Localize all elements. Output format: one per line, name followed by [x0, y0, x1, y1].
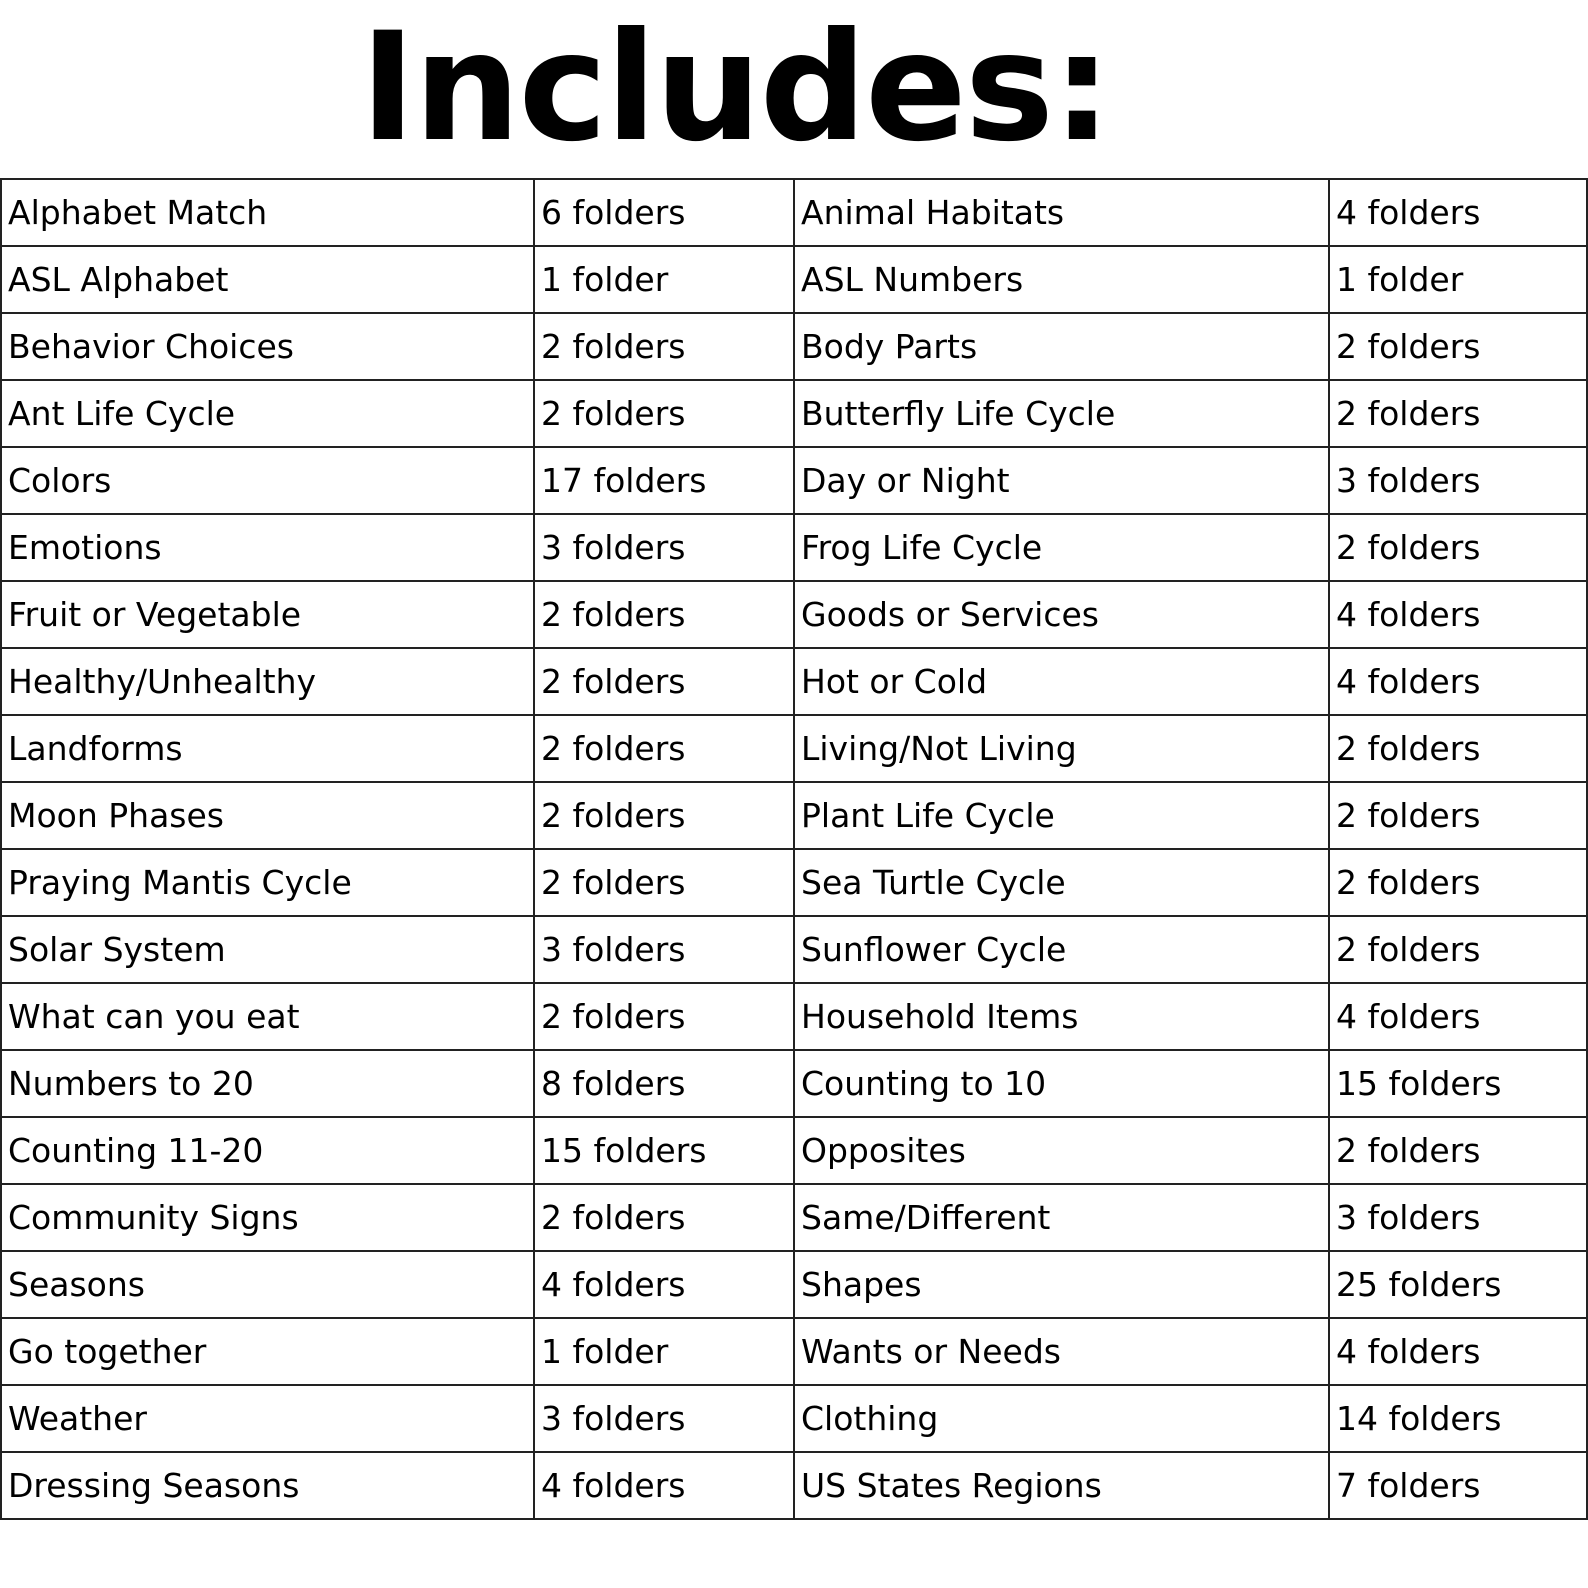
- table-row: [1, 1251, 1587, 1318]
- activity-name-cell: Sea Turtle Cycle: [794, 849, 1329, 916]
- activity-name-cell: Ant Life Cycle: [1, 380, 534, 447]
- folder-count-cell: 2 folders: [1329, 715, 1587, 782]
- table-row: [1, 1318, 1587, 1385]
- table-row: [1, 1117, 1587, 1184]
- activity-name-cell: Counting to 10: [794, 1050, 1329, 1117]
- activity-name-cell: Seasons: [1, 1251, 534, 1318]
- activity-name-cell: What can you eat: [1, 983, 534, 1050]
- activity-name-cell: Wants or Needs: [794, 1318, 1329, 1385]
- activity-name-cell: Hot or Cold: [794, 648, 1329, 715]
- activity-name-cell: Opposites: [794, 1117, 1329, 1184]
- activity-name-cell: Community Signs: [1, 1184, 534, 1251]
- table-row: [1, 1452, 1587, 1519]
- table-row: [1, 1184, 1587, 1251]
- folder-count-cell: 1 folder: [534, 246, 794, 313]
- folder-count-cell: 4 folders: [1329, 983, 1587, 1050]
- folder-count-cell: 2 folders: [1329, 380, 1587, 447]
- folder-count-cell: 1 folder: [1329, 246, 1587, 313]
- table-row: [1, 849, 1587, 916]
- table-row: [1, 380, 1587, 447]
- folder-count-cell: 4 folders: [1329, 648, 1587, 715]
- activity-name-cell: Clothing: [794, 1385, 1329, 1452]
- activity-name-cell: Go together: [1, 1318, 534, 1385]
- activity-name-cell: Animal Habitats: [794, 179, 1329, 246]
- table-row: [1, 447, 1587, 514]
- activity-name-cell: Shapes: [794, 1251, 1329, 1318]
- activity-name-cell: Body Parts: [794, 313, 1329, 380]
- table-row: [1, 715, 1587, 782]
- activity-name-cell: Butterfly Life Cycle: [794, 380, 1329, 447]
- folder-count-cell: 2 folders: [534, 1184, 794, 1251]
- folder-count-cell: 2 folders: [534, 715, 794, 782]
- activity-name-cell: Emotions: [1, 514, 534, 581]
- folder-count-cell: 2 folders: [534, 983, 794, 1050]
- table-row: [1, 246, 1587, 313]
- folder-count-cell: 6 folders: [534, 179, 794, 246]
- folder-count-cell: 4 folders: [534, 1251, 794, 1318]
- folder-count-cell: 14 folders: [1329, 1385, 1587, 1452]
- activity-name-cell: Counting 11-20: [1, 1117, 534, 1184]
- folder-count-cell: 4 folders: [1329, 179, 1587, 246]
- folder-count-cell: 2 folders: [534, 648, 794, 715]
- table-row: [1, 313, 1587, 380]
- activity-name-cell: Day or Night: [794, 447, 1329, 514]
- activity-name-cell: Fruit or Vegetable: [1, 581, 534, 648]
- activity-name-cell: Behavior Choices: [1, 313, 534, 380]
- table-row: [1, 983, 1587, 1050]
- activity-name-cell: Sunflower Cycle: [794, 916, 1329, 983]
- activity-name-cell: ASL Alphabet: [1, 246, 534, 313]
- folder-count-cell: 2 folders: [1329, 514, 1587, 581]
- folder-count-cell: 2 folders: [1329, 916, 1587, 983]
- table-row: [1, 916, 1587, 983]
- activity-name-cell: US States Regions: [794, 1452, 1329, 1519]
- table-row: [1, 782, 1587, 849]
- activity-name-cell: Moon Phases: [1, 782, 534, 849]
- folder-count-cell: 2 folders: [534, 380, 794, 447]
- folder-count-cell: 25 folders: [1329, 1251, 1587, 1318]
- folder-count-cell: 4 folders: [534, 1452, 794, 1519]
- folder-count-cell: 15 folders: [534, 1117, 794, 1184]
- activity-name-cell: Praying Mantis Cycle: [1, 849, 534, 916]
- activity-name-cell: Solar System: [1, 916, 534, 983]
- table-row: [1, 1050, 1587, 1117]
- page-title: Includes:: [359, 1, 1111, 175]
- folder-count-cell: 15 folders: [1329, 1050, 1587, 1117]
- table-row: [1, 648, 1587, 715]
- activity-name-cell: Alphabet Match: [1, 179, 534, 246]
- table-row: [1, 179, 1587, 246]
- folder-count-cell: 8 folders: [534, 1050, 794, 1117]
- folder-count-cell: 3 folders: [1329, 447, 1587, 514]
- activity-name-cell: Landforms: [1, 715, 534, 782]
- includes-table-body: [1, 179, 1587, 1519]
- table-row: [1, 1385, 1587, 1452]
- folder-count-cell: 4 folders: [1329, 581, 1587, 648]
- folder-count-cell: 7 folders: [1329, 1452, 1587, 1519]
- activity-name-cell: Numbers to 20: [1, 1050, 534, 1117]
- folder-count-cell: 2 folders: [534, 581, 794, 648]
- activity-name-cell: Living/Not Living: [794, 715, 1329, 782]
- table-row: [1, 581, 1587, 648]
- activity-name-cell: Dressing Seasons: [1, 1452, 534, 1519]
- folder-count-cell: 2 folders: [534, 849, 794, 916]
- table-row: [1, 514, 1587, 581]
- activity-name-cell: Weather: [1, 1385, 534, 1452]
- activity-name-cell: Healthy/Unhealthy: [1, 648, 534, 715]
- activity-name-cell: Colors: [1, 447, 534, 514]
- folder-count-cell: 2 folders: [534, 313, 794, 380]
- activity-name-cell: ASL Numbers: [794, 246, 1329, 313]
- folder-count-cell: 2 folders: [534, 782, 794, 849]
- folder-count-cell: 3 folders: [534, 1385, 794, 1452]
- activity-name-cell: Frog Life Cycle: [794, 514, 1329, 581]
- folder-count-cell: 2 folders: [1329, 849, 1587, 916]
- activity-name-cell: Plant Life Cycle: [794, 782, 1329, 849]
- folder-count-cell: 2 folders: [1329, 782, 1587, 849]
- activity-name-cell: Same/Different: [794, 1184, 1329, 1251]
- folder-count-cell: 2 folders: [1329, 1117, 1587, 1184]
- folder-count-cell: 3 folders: [1329, 1184, 1587, 1251]
- folder-count-cell: 4 folders: [1329, 1318, 1587, 1385]
- folder-count-cell: 3 folders: [534, 514, 794, 581]
- folder-count-cell: 3 folders: [534, 916, 794, 983]
- activity-name-cell: Goods or Services: [794, 581, 1329, 648]
- activity-name-cell: Household Items: [794, 983, 1329, 1050]
- folder-count-cell: 1 folder: [534, 1318, 794, 1385]
- folder-count-cell: 2 folders: [1329, 313, 1587, 380]
- includes-table: [0, 178, 1588, 1520]
- folder-count-cell: 17 folders: [534, 447, 794, 514]
